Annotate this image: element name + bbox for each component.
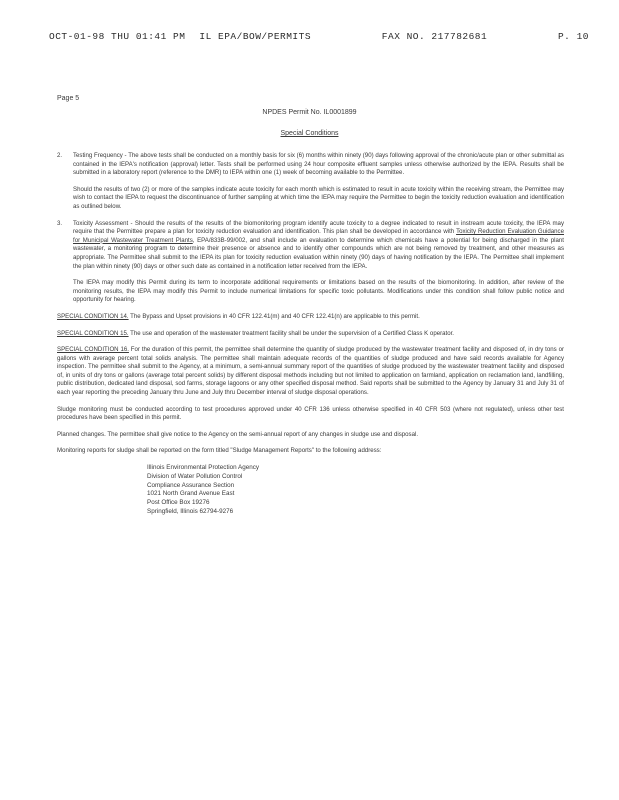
item-number: 3. bbox=[57, 219, 63, 227]
fax-sender: IL EPA/BOW/PERMITS bbox=[199, 31, 312, 42]
permit-modification-paragraph: The IEPA may modify this Permit during its term to incorporate additional requirements or limitations based on the results of the biomonitoring. In addition, after review of the monitoring results, the IEPA may modify this Permit to include numerical limitations for specific toxic pollutants. Modifications under this condition shall follow public notice and opportunity for hearing. bbox=[73, 279, 564, 304]
condition-item-2 bbox=[57, 152, 564, 220]
special-condition-14-label: SPECIAL CONDITION 14. bbox=[57, 312, 129, 320]
document-body bbox=[57, 152, 564, 517]
special-condition-14 bbox=[57, 313, 564, 322]
fax-number: FAX NO. 217782681 bbox=[381, 31, 488, 42]
toxicity-assessment-text-b: , EPA/833B-99/002, and shall include an evaluation to determine which chemicals have a potential for being discharged in the plant wastewater, a monitoring program to determine their presence or absence and to identify other compounds which are not being removed by treatment, and other measures as appropriate. The Permittee shall submit to the IEPA its plan for toxicity reduction evaluation within ninety (90) days of having notification by the IEPA. The Permittee shall implement the plan within ninety (90) days or other such date as contained in a notification letter received from the IEPA. bbox=[73, 236, 564, 270]
special-condition-15-text: The use and operation of the wastewater treatment facility shall be under the supervision of a Certified Class K operator. bbox=[128, 329, 454, 337]
mailing-address bbox=[147, 464, 564, 517]
item-number: 2. bbox=[57, 152, 63, 159]
toxicity-assessment-paragraph bbox=[73, 220, 564, 272]
special-condition-16-text: For the duration of this permit, the permittee shall determine the quantity of sludge produced by the wastewater treatment facility and disposed of, in dry tons or gallons with average percent total solids analysis. The permittee shall maintain adequate records of the quantities of sludge produced and have said records available for Agency inspection. The permittee shall submit to the Agency, at a minimum, a semi-annual summary report of the quantities of sludge produced by the wastewater treatment facility and disposed of, in units of dry tons or gallons (average total percent solids) by different disposal methods including but not limited to application on farmland, application on reclamation land, landfilling, public distribution, dedicated land disposal, sod farms, storage lagoons or any other specified disposal method. Said reports shall be submitted to the Agency by January 31 and July 31 of each year reporting the preceding January thru June and July thru December interval of sludge disposal operations. bbox=[57, 346, 564, 397]
sludge-monitoring-paragraph: Sludge monitoring must be conducted according to test procedures approved under 40 CFR 136 unless otherwise specified in 40 CFR 503 (where not regulated), unless other test procedures have been specified in this permit. bbox=[57, 405, 564, 422]
address-line: Springfield, Illinois 62794-9276 bbox=[147, 508, 234, 516]
address-line: Illinois Environmental Protection Agency bbox=[147, 464, 260, 472]
monitoring-reports-paragraph: Monitoring reports for sludge shall be reported on the form titled "Sludge Management Reports" to the following address: bbox=[57, 447, 382, 455]
address-line: Division of Water Pollution Control bbox=[147, 472, 243, 480]
special-condition-16-label: SPECIAL CONDITION 16. bbox=[57, 346, 129, 354]
toxicity-assessment-text-a: Toxicity Assessment - Should the results of the results of the biomonitoring program identify acute toxicity to a degree indicated to result in instream acute toxicity, the IEPA may require that the Permittee prepare a plan for toxicity reduction evaluation and identification. This plan shall be developed in accordance with bbox=[73, 219, 564, 236]
special-condition-15 bbox=[57, 330, 564, 339]
fax-header bbox=[49, 31, 589, 42]
tre-guidance-title: Toxicity Reduction Evaluation Guidance for Municipal Wastewater Treatment Plants bbox=[73, 228, 564, 244]
condition-item-3 bbox=[57, 220, 564, 313]
fax-date-time: OCT-01-98 THU 01:41 PM bbox=[49, 31, 186, 42]
special-condition-16 bbox=[57, 346, 564, 398]
fax-page-number: P. 10 bbox=[557, 31, 589, 42]
testing-frequency-paragraph: Testing Frequency - The above tests shall be conducted on a monthly basis for six (6) months within ninety (90) days following approval of the chronic/acute plan or other submittal as contained in the IEPA's notification (approval) letter. Tests shall be performed using 24 hour composite effluent samples unless otherwise authorized by the IEPA. Results shall be submitted in a laboratory report (reference to the DMR) to IEPA within one (1) week of becoming available to the Permittee. bbox=[73, 152, 564, 177]
acute-toxicity-paragraph: Should the results of two (2) or more of the samples indicate acute toxicity for each month which is estimated to result in acute toxicity within the receiving stream, the Permittee may wish to contact the IEPA to request the discontinuance of further sampling at which time the IEPA may require the Permittee to begin the toxicity reduction evaluation and identification as outlined below. bbox=[73, 185, 564, 210]
address-line: Post Office Box 19276 bbox=[147, 499, 210, 507]
section-title: Special Conditions bbox=[280, 130, 339, 137]
page-label: Page 5 bbox=[57, 95, 80, 102]
planned-changes-paragraph: Planned changes. The permittee shall give notice to the Agency on the semi-annual report of any changes in sludge use and disposal. bbox=[57, 430, 419, 438]
special-condition-15-label: SPECIAL CONDITION 15. bbox=[57, 329, 129, 337]
special-condition-14-text: The Bypass and Upset provisions in 40 CFR 122.41(m) and 40 CFR 122.41(n) are applicable to this permit. bbox=[128, 312, 420, 320]
permit-number: NPDES Permit No. IL0001899 bbox=[262, 109, 357, 116]
address-line: Compliance Assurance Section bbox=[147, 481, 235, 489]
address-line: 1021 North Grand Avenue East bbox=[147, 490, 235, 498]
